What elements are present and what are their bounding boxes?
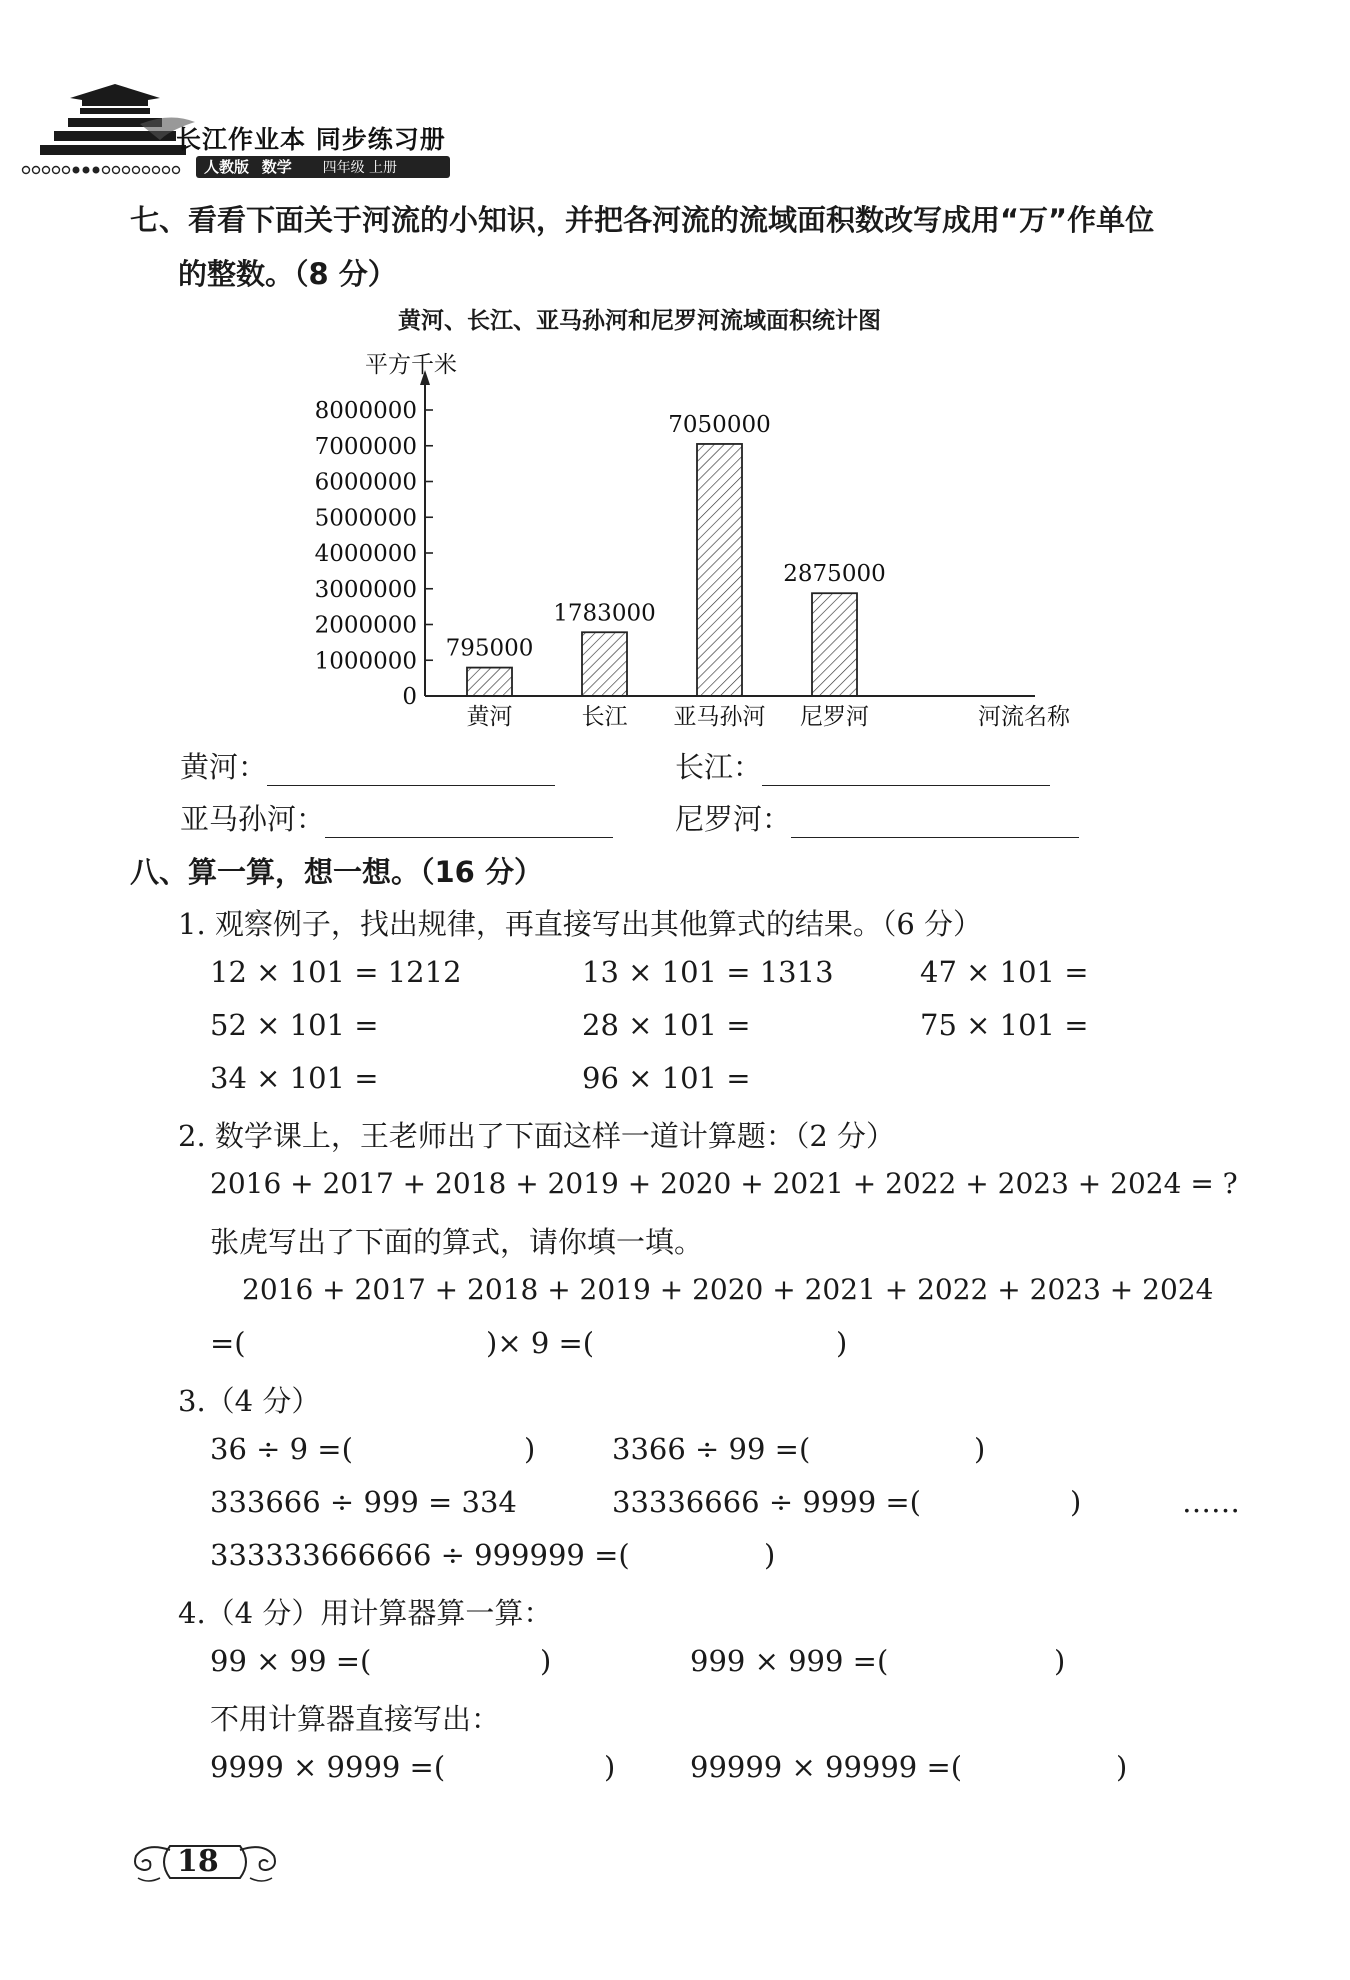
- q1-item: 34 × 101 =: [210, 1061, 379, 1095]
- q3-b-close: ): [974, 1432, 986, 1466]
- q2-prompt: 2. 数学课上，王老师出了下面这样一道计算题：（2 分）: [178, 1119, 896, 1153]
- q3-d: 33336666 ÷ 9999 =(: [612, 1485, 921, 1519]
- q4-c: 9999 × 9999 =(: [210, 1750, 446, 1784]
- answer-amazon: [180, 797, 613, 838]
- q1-item: 75 × 101 =: [920, 1008, 1089, 1042]
- q4-a-close: ): [540, 1644, 552, 1678]
- bar-2: [697, 444, 742, 696]
- x-category-label: 长江: [581, 704, 628, 730]
- q2-note: 张虎写出了下面的算式，请你填一填。: [210, 1225, 704, 1259]
- q3-prompt: 3.（4 分）: [178, 1384, 321, 1418]
- answer-changjiang: [675, 745, 1050, 786]
- q4-prompt: 4.（4 分）用计算器算一算：: [178, 1596, 553, 1630]
- section-7-title-line1: 七、看看下面关于河流的小知识，并把各河流的流域面积数改写成用“万”作单位: [130, 203, 1155, 237]
- bar-value-label: 1783000: [553, 600, 656, 627]
- q4-a: 99 × 99 =(: [210, 1644, 372, 1678]
- q3-a-close: ): [524, 1432, 536, 1466]
- q1-item: 13 × 101 = 1313: [582, 955, 834, 989]
- x-category-label: 亚马孙河: [673, 704, 766, 730]
- q4-b: 999 × 999 =(: [690, 1644, 889, 1678]
- y-tick-label: 6000000: [314, 469, 417, 496]
- q4-d: 99999 × 99999 =(: [690, 1750, 963, 1784]
- page-footer: [130, 1838, 280, 1886]
- x-axis-title: 河流名称: [978, 704, 1070, 730]
- q1-item: 28 × 101 =: [582, 1008, 751, 1042]
- answer-nile-input[interactable]: [791, 809, 1079, 838]
- q2-fill-a: =(: [210, 1326, 246, 1360]
- q3-d-close: ): [1070, 1485, 1082, 1519]
- bar-3: [812, 593, 857, 696]
- answer-huanghe-label: 黄河：: [180, 750, 268, 784]
- x-category-label: 尼罗河: [800, 704, 869, 730]
- y-tick-label: 1000000: [314, 648, 417, 675]
- q3-e: 333333666666 ÷ 999999 =(: [210, 1538, 630, 1572]
- q4-d-close: ): [1116, 1750, 1128, 1784]
- bar-value-label: 795000: [445, 635, 534, 662]
- q1-item: 52 × 101 =: [210, 1008, 379, 1042]
- y-tick-label: 7000000: [314, 433, 417, 460]
- bar-value-label: 2875000: [783, 561, 886, 588]
- answer-nile-label: 尼罗河：: [675, 802, 792, 836]
- q3-e-close: ): [764, 1538, 776, 1572]
- bar-0: [467, 668, 512, 696]
- bar-value-label: 7050000: [668, 411, 771, 438]
- chart-title: 黄河、长江、亚马孙河和尼罗河流域面积统计图: [398, 308, 881, 334]
- answer-nile: [675, 797, 1079, 838]
- grade-label: 四年级 上册: [322, 160, 398, 176]
- q1-item: 47 × 101 =: [920, 955, 1089, 989]
- answer-amazon-label: 亚马孙河：: [180, 802, 326, 836]
- edition-label: 人教版: [204, 158, 250, 176]
- y-tick-label: 3000000: [314, 576, 417, 603]
- subject-label: 数学: [261, 158, 292, 176]
- answer-changjiang-label: 长江：: [675, 750, 763, 784]
- answer-changjiang-input[interactable]: [762, 757, 1050, 786]
- section-8-title: 八、算一算，想一想。（16 分）: [130, 855, 543, 889]
- q4-b-close: ): [1054, 1644, 1066, 1678]
- y-tick-label: 0: [402, 684, 417, 710]
- q2-expression-2: 2016 + 2017 + 2018 + 2019 + 2020 + 2021 + 2022 + 2023 + 2024: [242, 1273, 1214, 1306]
- q3-a: 36 ÷ 9 =(: [210, 1432, 353, 1466]
- page-number: 18: [177, 1844, 219, 1879]
- q2-fill-c: ): [836, 1326, 848, 1360]
- q3-ellipsis: ……: [1182, 1485, 1240, 1519]
- y-axis-title: 平方千米: [365, 352, 457, 378]
- bar-1: [582, 632, 627, 696]
- q1-item: 12 × 101 = 1212: [210, 955, 462, 989]
- q2-expression: 2016 + 2017 + 2018 + 2019 + 2020 + 2021 + 2022 + 2023 + 2024 = ?: [210, 1167, 1238, 1200]
- q4-note: 不用计算器直接写出：: [210, 1702, 501, 1736]
- river-area-bar-chart: [0, 0, 1350, 760]
- section-7-title-line2: 的整数。（8 分）: [178, 257, 397, 291]
- q3-b: 3366 ÷ 99 =(: [612, 1432, 811, 1466]
- q3-c: 333666 ÷ 999 = 334: [210, 1485, 517, 1519]
- answer-huanghe-input[interactable]: [267, 757, 555, 786]
- answer-huanghe: [180, 745, 555, 786]
- brand-title: 长江作业本 同步练习册: [176, 125, 446, 154]
- y-tick-label: 2000000: [314, 612, 417, 639]
- q4-c-close: ): [604, 1750, 616, 1784]
- y-tick-label: 8000000: [314, 398, 417, 424]
- y-tick-label: 5000000: [314, 505, 417, 532]
- x-category-label: 黄河: [466, 704, 513, 730]
- q1-prompt: 1. 观察例子，找出规律，再直接写出其他算式的结果。（6 分）: [178, 907, 983, 941]
- answer-amazon-input[interactable]: [325, 809, 613, 838]
- q1-item: 96 × 101 =: [582, 1061, 751, 1095]
- y-tick-label: 4000000: [314, 541, 417, 567]
- q2-fill-b: )× 9 =(: [486, 1326, 595, 1360]
